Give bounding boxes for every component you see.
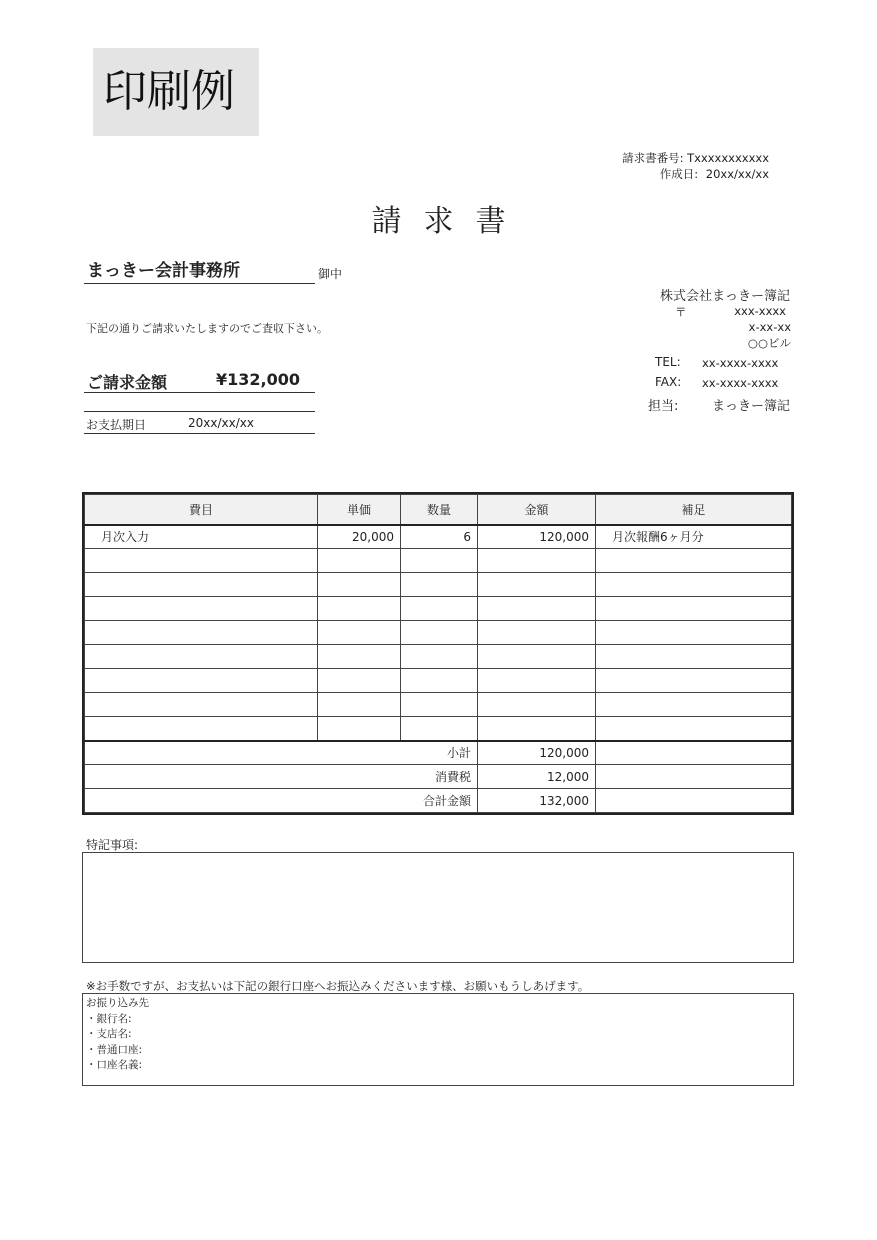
fax-value: xx-xxxx-xxxx (702, 376, 779, 390)
row-quantity: 6 (401, 525, 478, 549)
header-unit-price: 単価 (318, 495, 401, 525)
client-honorific: 御中 (318, 267, 343, 281)
total-note (596, 789, 792, 813)
created-date-value: 20xx/xx/xx (705, 167, 769, 181)
tel-label: TEL: (655, 355, 681, 369)
bank-name-label: ・銀行名: (86, 1012, 132, 1025)
tax-value: 12,000 (478, 765, 596, 789)
subtotal-row (85, 741, 792, 765)
tax-label: 消費税 (85, 765, 478, 789)
table-row (85, 525, 792, 549)
contact-label: 担当: (648, 399, 679, 414)
table-row (85, 597, 792, 621)
table-row (85, 693, 792, 717)
bank-transfer-note: ※お手数ですが、お支払いは下記の銀行口座へお振込みくださいます様、お願いもうしあげます。 (86, 979, 590, 993)
bank-details-box (82, 993, 794, 1086)
issuer-address: x-xx-xx (748, 320, 791, 334)
payment-due-value: 20xx/xx/xx (188, 416, 254, 430)
subtotal-note (596, 741, 792, 765)
subtotal-label: 小計 (85, 741, 478, 765)
header-remarks: 補足 (596, 495, 792, 525)
client-name: まっきー会計事務所 (84, 258, 315, 284)
tel-value: xx-xxxx-xxxx (702, 356, 779, 370)
table-header-row (85, 495, 792, 525)
remarks-box (82, 852, 794, 963)
invoice-number-label: 請求書番号: (622, 151, 684, 165)
header-item: 費目 (85, 495, 318, 525)
billing-amount-label: ご請求金額 (87, 373, 168, 392)
total-row (85, 789, 792, 813)
row-amount: 120,000 (478, 525, 596, 549)
payment-due (84, 415, 315, 434)
print-sample-stamp: 印刷例 (93, 48, 259, 136)
bank-heading: お振り込み先 (86, 997, 149, 1009)
table-row (85, 573, 792, 597)
account-holder-label: ・口座名義: (86, 1059, 143, 1071)
branch-label: ・支店名: (86, 1028, 132, 1040)
billing-amount (84, 368, 315, 393)
account-label: ・普通口座: (86, 1043, 143, 1056)
remarks-label: 特記事項: (86, 838, 139, 852)
total-value: 132,000 (478, 789, 596, 813)
table-row (85, 621, 792, 645)
header-quantity: 数量 (401, 495, 478, 525)
postal-code: xxx-xxxx (734, 304, 786, 318)
contact-value: まっきー簿記 (711, 399, 790, 414)
row-unit-price: 20,000 (318, 525, 401, 549)
table-row (85, 645, 792, 669)
row-item: 月次入力 (85, 525, 318, 549)
table-row (85, 717, 792, 741)
tax-row (85, 765, 792, 789)
created-date-label: 作成日: (659, 167, 699, 181)
invoice-number (622, 150, 769, 166)
invoice-number-value: Txxxxxxxxxxx (687, 151, 769, 165)
postal-mark: 〒 (675, 305, 687, 319)
line-items-table (82, 492, 794, 815)
subtotal-value: 120,000 (478, 741, 596, 765)
header-amount: 金額 (478, 495, 596, 525)
billing-amount-value: ¥132,000 (216, 370, 301, 389)
document-title: 請求書 (371, 204, 528, 239)
total-label: 合計金額 (85, 789, 478, 813)
row-remarks: 月次報酬6ヶ月分 (596, 525, 792, 549)
tax-note (596, 765, 792, 789)
fax-label: FAX: (655, 375, 682, 389)
issuer-company: 株式会社まっきー簿記 (659, 289, 790, 304)
created-date (660, 166, 769, 182)
table-row (85, 549, 792, 573)
payment-due-label: お支払期日 (86, 418, 147, 432)
divider (84, 411, 315, 412)
table-row (85, 669, 792, 693)
issuer-building: ○○ビル (747, 336, 791, 350)
billing-note: 下記の通りご請求いたしますのでご査収下さい。 (86, 322, 328, 335)
